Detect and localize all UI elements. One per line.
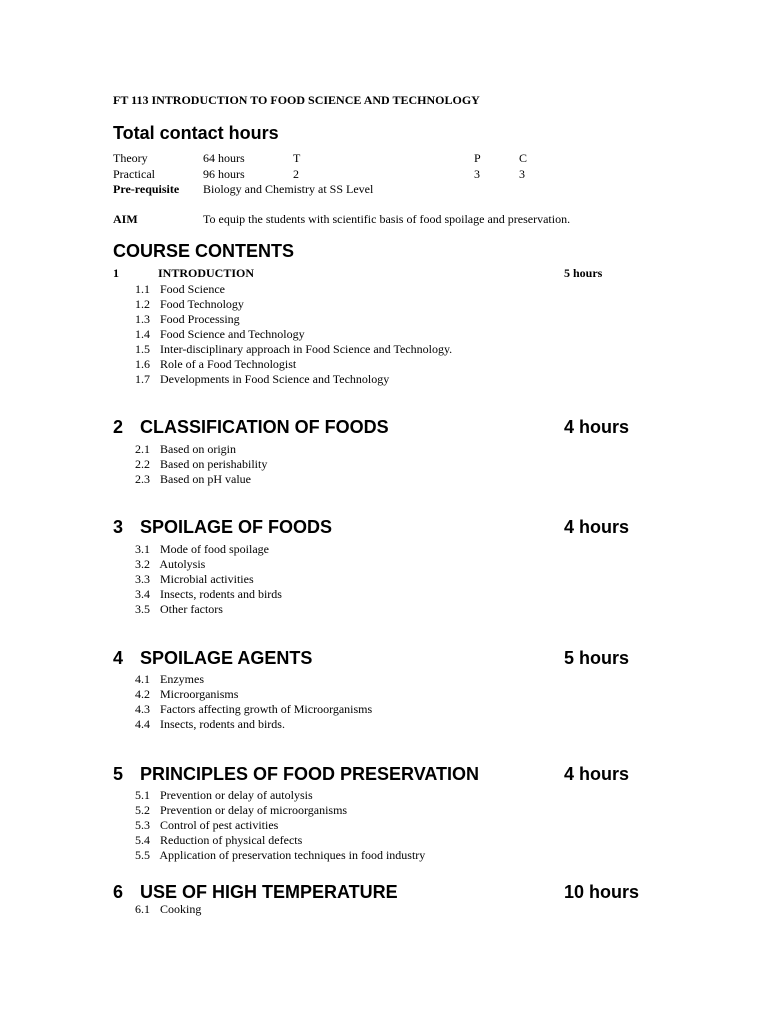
item-text: Autolysis	[159, 557, 206, 571]
item-text: Prevention or delay of autolysis	[160, 788, 313, 802]
item-text: Insects, rodents and birds.	[160, 717, 285, 731]
list-item	[135, 818, 425, 833]
item-number: 1.3	[135, 312, 150, 326]
prereq-label: Pre-requisite	[113, 182, 180, 196]
item-text: Application of preservation techniques in food industry	[159, 848, 426, 862]
item-text: Microbial activities	[160, 572, 254, 586]
theory-label: Theory	[113, 151, 148, 165]
list-item	[135, 902, 201, 917]
section-hours: 4 hours	[564, 764, 630, 784]
item-number: 2.3	[135, 472, 150, 486]
item-number: 4.1	[135, 672, 150, 686]
item-text: Based on perishability	[160, 457, 268, 471]
list-item	[135, 297, 452, 312]
item-number: 2.2	[135, 457, 150, 471]
aim-label: AIM	[113, 212, 138, 226]
list-item	[135, 557, 282, 572]
col-p-header: P	[474, 151, 481, 165]
item-text: Food Processing	[160, 312, 240, 326]
contact-hours-heading: Total contact hours	[113, 123, 279, 143]
item-text: Enzymes	[160, 672, 204, 686]
prereq-value: Biology and Chemistry at SS Level	[203, 182, 374, 196]
p-value: 3	[474, 167, 480, 181]
item-text: Insects, rodents and birds	[160, 587, 282, 601]
course-contents-heading: COURSE CONTENTS	[113, 241, 295, 261]
list-item	[135, 442, 267, 457]
item-number: 1.7	[135, 372, 150, 386]
item-number: 1.6	[135, 357, 150, 371]
item-number: 3.3	[135, 572, 150, 586]
item-text: Reduction of physical defects	[160, 833, 303, 847]
list-item	[135, 833, 425, 848]
item-number: 5.5	[135, 848, 150, 862]
section-2-items	[135, 442, 267, 487]
section-title: SPOILAGE OF FOODS	[140, 517, 333, 537]
list-item	[135, 357, 452, 372]
item-text: Microorganisms	[160, 687, 239, 701]
item-text: Based on origin	[160, 442, 236, 456]
item-number: 3.5	[135, 602, 150, 616]
item-text: Prevention or delay of microorganisms	[160, 803, 348, 817]
item-number: 1.1	[135, 282, 150, 296]
item-number: 3.2	[135, 557, 150, 571]
item-number: 5.2	[135, 803, 150, 817]
section-title: INTRODUCTION	[158, 266, 255, 280]
list-item	[135, 327, 452, 342]
item-number: 5.3	[135, 818, 150, 832]
item-number: 1.5	[135, 342, 150, 356]
list-item	[135, 282, 452, 297]
section-number: 2	[113, 417, 124, 437]
item-text: Role of a Food Technologist	[160, 357, 297, 371]
item-number: 6.1	[135, 902, 150, 916]
list-item	[135, 472, 267, 487]
item-number: 3.4	[135, 587, 150, 601]
item-text: Developments in Food Science and Technology	[160, 372, 390, 386]
list-item	[135, 457, 267, 472]
t-value: 2	[293, 167, 299, 181]
list-item	[135, 542, 282, 557]
item-text: Food Science and Technology	[160, 327, 305, 341]
list-item	[135, 572, 282, 587]
section-1-items	[135, 282, 452, 387]
practical-label: Practical	[113, 167, 155, 181]
section-title: SPOILAGE AGENTS	[140, 648, 313, 668]
section-hours: 5 hours	[564, 266, 603, 280]
list-item	[135, 602, 282, 617]
list-item	[135, 342, 452, 357]
item-text: Based on pH value	[160, 472, 251, 486]
item-number: 4.2	[135, 687, 150, 701]
item-text: Other factors	[160, 602, 223, 616]
item-number: 1.2	[135, 297, 150, 311]
item-text: Control of pest activities	[160, 818, 279, 832]
list-item	[135, 702, 372, 717]
section-4-items	[135, 672, 372, 732]
item-number: 4.4	[135, 717, 150, 731]
item-text: Food Technology	[160, 297, 244, 311]
item-number: 4.3	[135, 702, 150, 716]
item-number: 1.4	[135, 327, 150, 341]
list-item	[135, 788, 425, 803]
section-3-items	[135, 542, 282, 617]
item-number: 5.1	[135, 788, 150, 802]
list-item	[135, 312, 452, 327]
list-item	[135, 587, 282, 602]
section-number: 1	[113, 266, 119, 280]
section-number: 3	[113, 517, 124, 537]
list-item	[135, 848, 425, 863]
item-text: Inter-disciplinary approach in Food Science and Technology.	[160, 342, 453, 356]
aim-value: To equip the students with scientific basis of food spoilage and preservation.	[203, 212, 571, 226]
section-hours: 4 hours	[564, 417, 630, 437]
section-hours: 4 hours	[564, 517, 630, 537]
list-item	[135, 687, 372, 702]
section-number: 6	[113, 882, 124, 902]
list-item	[135, 717, 372, 732]
section-title: USE OF HIGH TEMPERATURE	[140, 882, 398, 902]
item-number: 5.4	[135, 833, 150, 847]
col-c-header: C	[519, 151, 528, 165]
list-item	[135, 372, 452, 387]
item-number: 3.1	[135, 542, 150, 556]
item-text: Cooking	[160, 902, 202, 916]
section-5-items	[135, 788, 425, 863]
theory-value: 64 hours	[203, 151, 245, 165]
item-text: Mode of food spoilage	[160, 542, 269, 556]
section-6-items	[135, 902, 201, 917]
section-hours: 10 hours	[564, 882, 640, 902]
item-number: 2.1	[135, 442, 150, 456]
section-hours: 5 hours	[564, 648, 630, 668]
item-text: Factors affecting growth of Microorganisms	[160, 702, 373, 716]
list-item	[135, 672, 372, 687]
item-text: Food Science	[160, 282, 225, 296]
section-number: 4	[113, 648, 124, 668]
col-t-header: T	[293, 151, 301, 165]
c-value: 3	[519, 167, 525, 181]
section-title: PRINCIPLES OF FOOD PRESERVATION	[140, 764, 480, 784]
practical-value: 96 hours	[203, 167, 245, 181]
section-title: CLASSIFICATION OF FOODS	[140, 417, 389, 437]
course-code-title: FT 113 INTRODUCTION TO FOOD SCIENCE AND TECHNOLOGY	[113, 93, 480, 107]
section-number: 5	[113, 764, 124, 784]
list-item	[135, 803, 425, 818]
